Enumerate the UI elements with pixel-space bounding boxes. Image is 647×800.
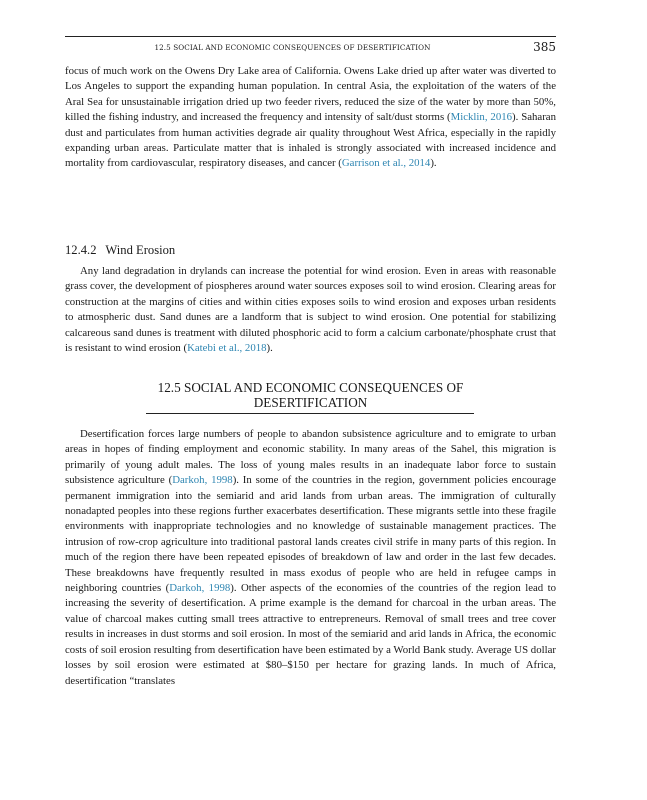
section-heading-rule xyxy=(146,413,474,414)
text-run: focus of much work on the Owens Dry Lake area of California. Owens Lake dried up after water was diverted to Los Angeles to support the expanding human population. In central Asia, the exploitation of the waters of the Aral Sea for unsustainable irrigation dried up two feeder rivers, reduced the size of the water by more than 50%, killed the fishing industry, and increased the frequency and intensity of salt/dust storms ( xyxy=(65,65,556,124)
subsection-number: 12.4.2 xyxy=(65,243,97,257)
section-heading xyxy=(65,380,556,410)
text-run: ). Other aspects of the economies of the countries of the region lead to increasing the severity of desertification. A prime example is the demand for charcoal in the urban areas. The value of charcoal makes cutting small trees attractive to entrepreneurs. Removal of small trees and tree cover results in increases in dust storms and soil erosion. In most of the semiarid and arid lands in Africa, the economic costs of soil erosion resulting from desertification have been estimated by a World Bank study. Average US dollar losses by soil erosion were estimated at $80–$150 per hectare for grazing lands. In much of Africa, desertification “translates xyxy=(65,582,556,687)
citation-micklin[interactable]: Micklin, 2016 xyxy=(450,111,513,124)
subsection-title: Wind Erosion xyxy=(105,243,176,257)
text-run: Any land degradation in drylands can increase the potential for wind erosion. Even in areas with reasonable grass cover, the development of piospheres around water sources exposes soil to wind erosion. Clearing areas for construction at the margins of cities and within cities exposes soils to wind erosion and exposes urban residents to atmospheric dust. Sand dunes are a landform that is subject to wind erosion. One potential for stabilizing calcareous sand dunes is treatment with diluted phosphoric acid to form a calcium carbonate/phosphate crust that is resistant to wind erosion ( xyxy=(65,265,556,355)
paragraph-wind-erosion xyxy=(65,264,556,356)
citation-katebi[interactable]: Katebi et al., 2018 xyxy=(187,342,267,355)
citation-darkoh-2[interactable]: Darkoh, 1998 xyxy=(169,582,231,595)
paragraph-desertification xyxy=(65,427,556,689)
text-run: ). Saharan dust and particulates from human activities degrade air quality throughout West Africa, especially in the rapidly expanding urban areas. Particulate matter that is inhaled is strongly associated with increased incidence and mortality from cardiovascular, respiratory diseases, and cancer ( xyxy=(65,111,556,170)
citation-darkoh-1[interactable]: Darkoh, 1998 xyxy=(172,474,233,487)
section-heading-line2: DESERTIFICATION xyxy=(253,395,368,410)
text-run: ). In some of the countries in the region, government policies encourage permanent immigration into the semiarid and arid lands from urban areas. The immigration of culturally nonadapted peoples into these regions further exacerbates desertification. These migrants settle into these fragile environments with inappropriate technologies and no knowledge of sustainable management practices. The intrusion of row-crop agriculture into traditional pastoral lands creates civil strife in many parts of this region. In much of the region there have been repeated episodes of breakdown of law and order in the last few decades. These breakdowns have frequently resulted in mass exodus of people who are held in refugee camps in neighboring countries ( xyxy=(65,474,556,595)
text-run: ). xyxy=(430,157,437,170)
header-rule xyxy=(65,36,556,37)
page-number: 385 xyxy=(533,40,556,54)
text-run: Desertification forces large numbers of people to abandon subsistence agriculture and to emigrate to urban areas in hopes of finding employment and economic stability. In many areas of the Sahel, this migration is primarily of young adult males. The loss of young males results in an inadequate labor force to sustain subsistence agriculture ( xyxy=(65,428,556,487)
text-run: ). xyxy=(266,342,273,355)
paragraph-owens-lake xyxy=(65,64,556,172)
subsection-heading xyxy=(65,243,175,258)
running-title: 12.5 SOCIAL AND ECONOMIC CONSEQUENCES OF DESERTIFICATION xyxy=(154,43,431,52)
running-header xyxy=(65,40,556,54)
citation-garrison[interactable]: Garrison et al., 2014 xyxy=(341,157,431,170)
section-heading-line1: 12.5 SOCIAL AND ECONOMIC CONSEQUENCES OF xyxy=(157,380,464,395)
